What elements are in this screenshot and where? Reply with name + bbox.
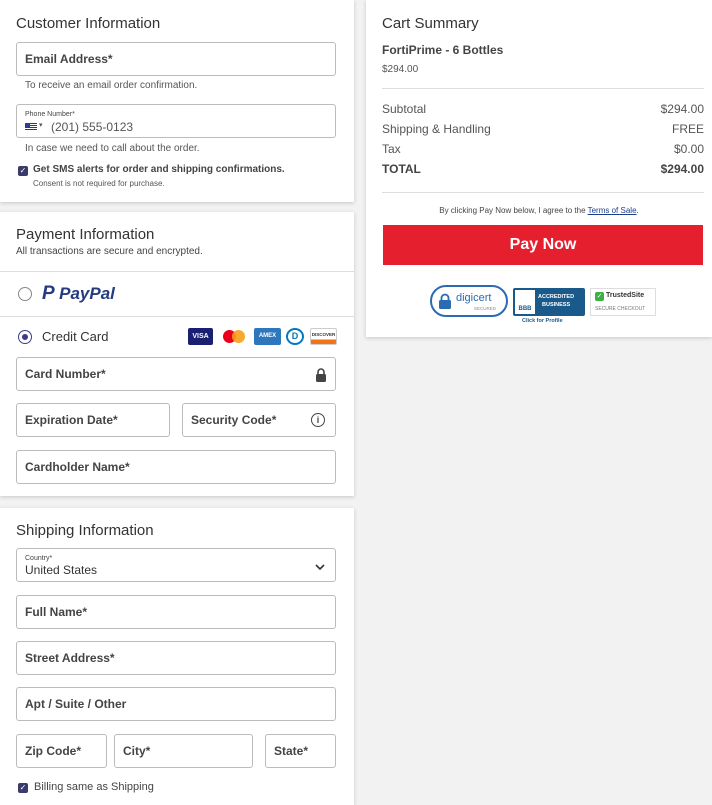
digicert-sub: SECURED (474, 306, 497, 311)
expiration-date-label: Expiration Date* (25, 413, 118, 427)
agree-end: . (636, 206, 639, 215)
card-number-field[interactable] (16, 357, 336, 391)
shipping-label: Shipping & Handling (382, 122, 491, 136)
paypal-logo[interactable] (42, 283, 115, 305)
email-hint: To receive an email order confirmation. (25, 80, 198, 91)
info-icon[interactable]: i (311, 413, 325, 427)
security-code-label: Security Code* (191, 413, 277, 427)
country-label: Country* (25, 555, 53, 562)
customer-info-card (0, 0, 354, 202)
sms-sub: Consent is not required for purchase. (33, 179, 165, 188)
chevron-down-icon (315, 559, 325, 577)
billing-same-checkbox[interactable]: ✓ (19, 783, 27, 792)
card-number-label: Card Number* (25, 367, 106, 381)
shipping-info-card (0, 508, 354, 805)
phone-field[interactable] (16, 104, 336, 138)
cart-summary-title: Cart Summary (382, 15, 479, 32)
sms-checkbox[interactable]: ✓ (19, 166, 27, 175)
apt-suite-field[interactable] (16, 687, 336, 721)
street-address-field[interactable] (16, 641, 336, 675)
total-value: $294.00 (660, 162, 704, 176)
state-label: State* (274, 744, 309, 758)
trustedsite-badge[interactable] (590, 288, 656, 316)
trustedsite-label: TrustedSite (606, 292, 645, 299)
bbb-line1: ACCREDITED (538, 294, 575, 300)
total-label: TOTAL (382, 162, 421, 176)
country-value: United States (25, 563, 98, 577)
chevron-down-icon[interactable]: ▾ (39, 122, 43, 129)
bbb-torch-icon: BBB (515, 290, 535, 314)
expiration-date-field[interactable] (16, 403, 170, 437)
total-row (382, 162, 704, 176)
credit-card-radio[interactable] (18, 330, 32, 344)
shipping-info-title: Shipping Information (16, 522, 154, 539)
state-field[interactable] (265, 734, 336, 768)
divider (382, 88, 704, 89)
payment-subtitle: All transactions are secure and encrypted. (16, 246, 203, 257)
visa-icon: VISA (188, 328, 213, 345)
bbb-sub: Click for Profile (522, 318, 563, 324)
mastercard-icon (221, 328, 248, 345)
trustedsite-sub: SECURE CHECKOUT (595, 306, 646, 312)
phone-value: (201) 555-0123 (51, 120, 134, 134)
terms-of-sale-link[interactable]: Terms of Sale (587, 206, 637, 215)
tax-value: $0.00 (673, 142, 704, 156)
paypal-radio[interactable] (18, 287, 32, 301)
city-label: City* (123, 744, 151, 758)
zip-code-label: Zip Code* (25, 744, 81, 758)
customer-info-title: Customer Information (16, 15, 161, 32)
sms-label: Get SMS alerts for order and shipping confirmations. (33, 164, 285, 175)
product-name: FortiPrime - 6 Bottles (382, 43, 504, 57)
divider (382, 192, 704, 193)
subtotal-value: $294.00 (660, 102, 704, 116)
diners-icon: D (286, 328, 304, 345)
digicert-label: digicert (456, 292, 492, 304)
email-field[interactable] (16, 42, 336, 76)
full-name-label: Full Name* (25, 605, 88, 619)
country-select[interactable] (16, 548, 336, 582)
payment-info-title: Payment Information (16, 226, 155, 243)
discover-icon: DISCOVER (310, 328, 337, 345)
cardholder-name-label: Cardholder Name* (25, 460, 130, 474)
bbb-line2: BUSINESS (542, 302, 571, 308)
zip-code-field[interactable] (16, 734, 107, 768)
shipping-value: FREE (671, 122, 704, 136)
amex-icon: AMEX (254, 328, 281, 345)
agree-text: By clicking Pay Now below, I agree to the (439, 206, 588, 215)
paypal-label: PayPal (59, 284, 115, 303)
check-icon: ✓ (596, 293, 603, 300)
street-address-label: Street Address* (25, 651, 115, 665)
divider (0, 271, 354, 272)
terms-agreement (366, 206, 712, 215)
phone-hint: In case we need to call about the order. (25, 143, 200, 154)
payment-info-card (0, 212, 354, 496)
apt-suite-label: Apt / Suite / Other (25, 697, 127, 711)
bbb-badge[interactable] (513, 288, 585, 326)
product-price: $294.00 (382, 64, 419, 75)
tax-row (382, 142, 704, 156)
full-name-field[interactable] (16, 595, 336, 629)
subtotal-row (382, 102, 704, 116)
digicert-badge[interactable] (430, 285, 508, 317)
us-flag-icon[interactable] (25, 123, 37, 131)
cart-summary-card (366, 0, 712, 337)
cardholder-name-field[interactable] (16, 450, 336, 484)
city-field[interactable] (114, 734, 253, 768)
security-code-field[interactable] (182, 403, 336, 437)
email-label: Email Address* (25, 52, 113, 66)
paypal-p-icon: P (42, 283, 55, 304)
padlock-icon (438, 293, 452, 309)
lock-icon (315, 368, 327, 381)
divider (0, 316, 354, 317)
billing-same-label: Billing same as Shipping (34, 781, 154, 793)
subtotal-label: Subtotal (382, 102, 427, 116)
pay-now-button[interactable]: Pay Now (383, 225, 703, 265)
tax-label: Tax (382, 142, 401, 156)
shipping-row (382, 122, 704, 136)
credit-card-label: Credit Card (42, 329, 109, 344)
phone-label: Phone Number* (25, 111, 75, 118)
